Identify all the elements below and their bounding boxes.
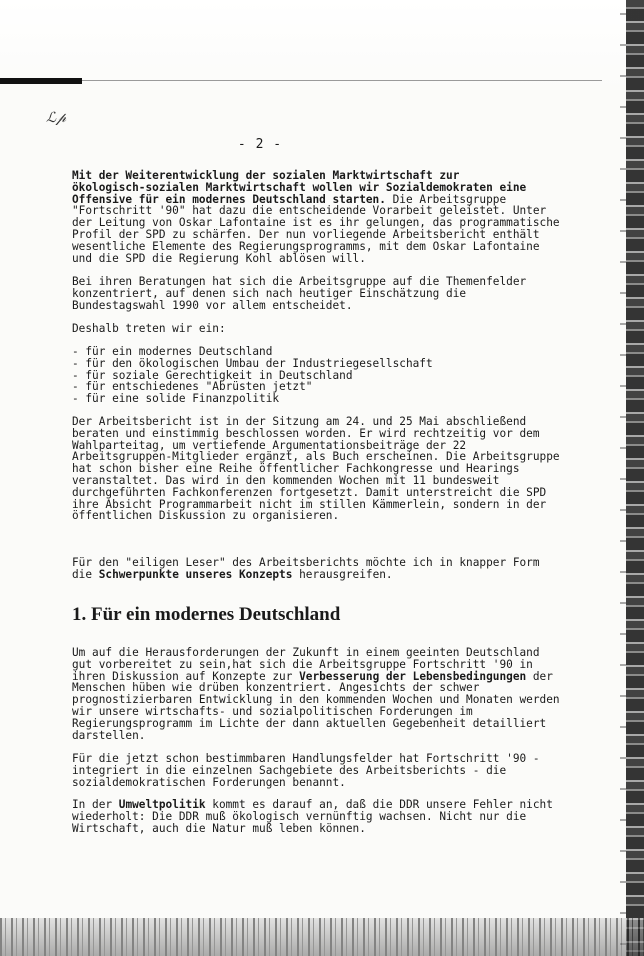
scan-edge-noise-inner	[620, 0, 626, 956]
s1p3-post: kommt es darauf an, daß die DDR unsere Fehler nicht wiederholt: Die DDR muß ökologisch vernünftig wachsen. Nicht nur die Wirtschaft, auch die Natur muß leben können.	[72, 798, 553, 835]
deshalb-line: Deshalb treten wir ein:	[72, 322, 226, 335]
intro-bold-lead: Mit der Weiterentwicklung der sozialen Marktwirtschaft zur ökologisch-sozialen Marktwirtschaft wollen wir Sozialdemokraten eine Offensive für ein modernes Deutschland starten.	[72, 169, 527, 206]
section-heading: 1. Für ein modernes Deutschland	[72, 604, 341, 625]
list-item: - für ein modernes Deutschland	[72, 345, 273, 358]
section1-paragraph-3	[72, 798, 553, 835]
s1p1-post: der Menschen hüben wie drüben konzentriert. Angesichts der schwer prognostizierbaren Entwicklung in den kommenden Wochen und Monaten werden wir unsere wirtschafts- und sozialpolitischen Forderungen im Regierungsprogramm im Lichte der dann aktuellen Gegebenheit detailliert darstellen.	[72, 669, 560, 742]
s1p1-pre: Um auf die Herausforderungen der Zukunft in einem geeinten Deutschland gut vorbereitet zu sein,hat sich die Arbeitsgruppe Fortschritt '90 in ihren Diskussion auf Konzepte zur	[72, 646, 540, 683]
reader-line1: Für den "eiligen Leser" des Arbeitsberichts möchte ich in knapper Form	[72, 556, 540, 569]
scan-header-area	[0, 0, 644, 90]
section1-paragraph-2: Für die jetzt schon bestimmbaren Handlungsfelder hat Fortschritt '90 - integriert in die einzelnen Sachgebiete des Arbeitsberichts - die sozialdemokratischen Forderungen benannt.	[72, 752, 540, 789]
list-item: - für entschiedenes "Abrüsten jetzt"	[72, 380, 313, 394]
list-item: - für soziale Gerechtigkeit in Deutschland	[72, 368, 353, 382]
intro-rest: Die Arbeitsgruppe "Fortschritt '90" hat dazu die entscheidende Vorarbeit geleistet. Unter der Leitung von Oskar Lafontaine ist es ihr gelungen, das programmatische Profil der SPD zu schärfen. Der nun vorliegende Arbeitsbericht enthält wesentliche Elemente des Regierungsprogramms, mit dem Oskar Lafontaine und die SPD die Regierung Kohl ablösen will.	[72, 192, 560, 265]
section1-paragraph-1	[72, 646, 560, 742]
list-item: - für den ökologischen Umbau der Industriegesellschaft	[72, 356, 433, 370]
page-number: - 2 -	[237, 137, 283, 152]
s1p3-bold: Umweltpolitik	[118, 798, 206, 811]
intro-paragraph	[72, 169, 560, 265]
s1p1-bold: Verbesserung der Lebensbedingungen	[299, 669, 527, 683]
scan-bottom-noise	[0, 918, 644, 956]
reader-post: herausgreifen.	[292, 567, 393, 581]
priorities-list	[72, 346, 433, 405]
reader-pre: die	[72, 567, 99, 581]
list-item: - für eine solide Finanzpolitik	[72, 392, 280, 406]
themes-paragraph: Bei ihren Beratungen hat sich die Arbeitsgruppe auf die Themenfelder konzentriert, auf denen sich nach heutiger Einschätzung die Bundestagswahl 1990 vor allem entscheidet.	[72, 275, 527, 312]
header-rule-thin	[82, 80, 602, 81]
s1p3-pre: In der	[72, 798, 119, 811]
reader-paragraph	[72, 556, 540, 581]
handwritten-mark: ℒ𝓅	[46, 110, 67, 126]
report-paragraph: Der Arbeitsbericht ist in der Sitzung am 24. und 25 Mai abschließend beraten und einstimmig beschlossen worden. Er wird rechtzeitig vor dem Wahlparteitag, um vertiefende Argumentationsbeiträge der 22 Arbeitsgruppen-Mitglieder ergänzt, als Buch erscheinen. Die Arbeitsgruppe hat schon bisher eine Reihe öffentlicher Fachkongresse und Hearings veranstaltet. Das wird in den kommenden Wochen mit 11 bundesweit durchgeführten Fachkonferenzen fortgesetzt. Damit unterstreicht die SPD ihre Absicht Programmarbeit nicht im stillen Kämmerlein, sondern in der öffentlichen Diskussion zu organisieren.	[72, 415, 560, 523]
reader-bold: Schwerpunkte unseres Konzepts	[98, 567, 293, 581]
header-rule-thick	[0, 78, 82, 84]
scan-edge-noise	[626, 0, 644, 956]
